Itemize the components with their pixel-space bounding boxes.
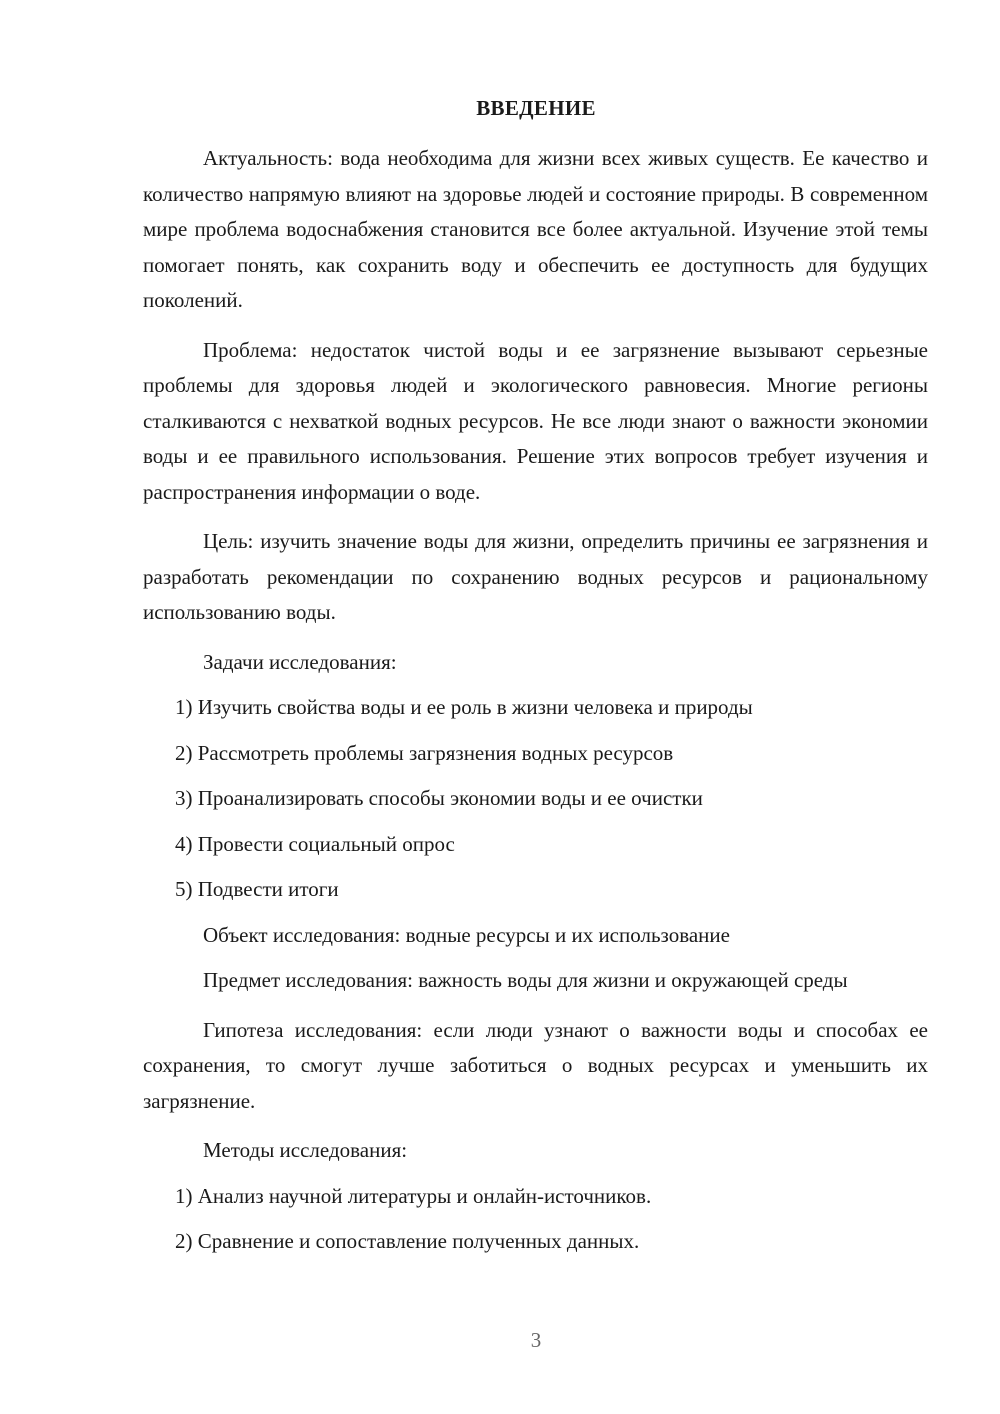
- task-item: 1) Изучить свойства воды и ее роль в жизни человека и природы: [175, 695, 753, 719]
- relevance-paragraph: Актуальность: вода необходима для жизни всех живых существ. Ее качество и количество напрямую влияют на здоровье людей и состояние природы. В современном мире проблема водоснабжения становится все более актуальной. Изучение этой темы помогает понять, как сохранить воду и обеспечить ее доступность для будущих поколений.: [143, 146, 928, 312]
- subject-paragraph: Предмет исследования: важность воды для жизни и окружающей среды: [203, 968, 848, 992]
- goal-paragraph: Цель: изучить значение воды для жизни, определить причины ее загрязнения и разработать рекомендации по сохранению водных ресурсов и рациональному использованию воды.: [143, 529, 928, 624]
- page-number: 3: [530, 1328, 542, 1352]
- methods-title: Методы исследования:: [203, 1138, 408, 1162]
- task-item: 2) Рассмотреть проблемы загрязнения водных ресурсов: [175, 740, 674, 765]
- document-body: [143, 141, 928, 1260]
- object-paragraph: Объект исследования: водные ресурсы и их использование: [203, 922, 730, 947]
- hypothesis-paragraph: Гипотеза исследования: если люди узнают о важности воды и способах ее сохранения, то смогут лучше заботиться о водных ресурсах и уменьшить их загрязнение.: [143, 1017, 928, 1113]
- method-item: 2) Сравнение и сопоставление полученных данных.: [175, 1229, 640, 1253]
- problem-paragraph: Проблема: недостаток чистой воды и ее загрязнение вызывают серьезные проблемы для здоровья людей и экологического равновесия. Многие регионы сталкиваются с нехваткой водных ресурсов. Не все люди знают о важности экономии воды и ее правильного использования. Решение этих вопросов требует изучения и распространения информации о воде.: [143, 337, 928, 504]
- tasks-title: Задачи исследования:: [203, 649, 397, 674]
- method-item: 1) Анализ научной литературы и онлайн-источников.: [175, 1183, 652, 1208]
- section-heading: ВВЕДЕНИЕ: [476, 96, 596, 120]
- task-item: 4) Провести социальный опрос: [175, 831, 455, 856]
- task-item: 5) Подвести итоги: [175, 877, 339, 901]
- task-item: 3) Проанализировать способы экономии воды и ее очистки: [175, 786, 703, 810]
